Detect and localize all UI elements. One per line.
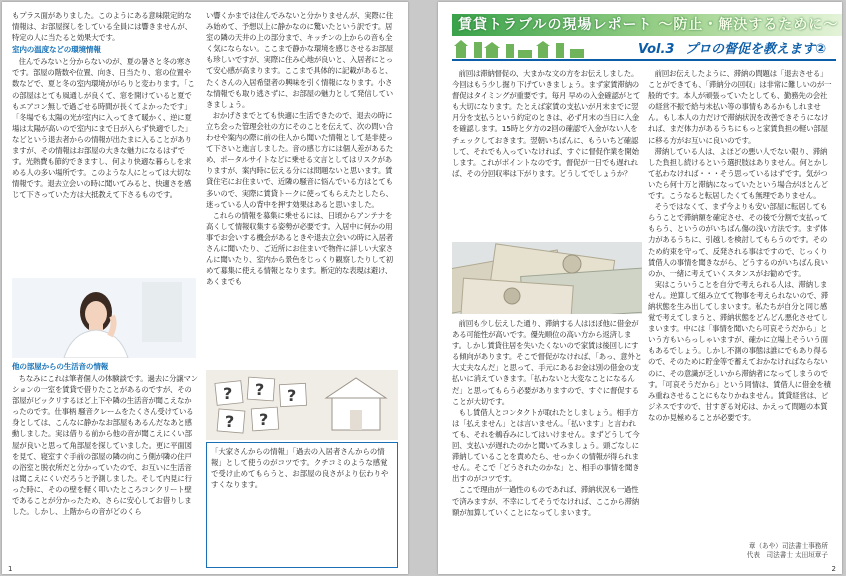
volume-number: Vol.3 xyxy=(637,42,675,57)
house-question-illustration xyxy=(206,370,398,440)
col2-body-a: い響くかまでは住んでみないと分かりませんが、実際に住み始めて、予想以上に静かなのに驚いたという訳です。居室の隣の天井の上の部分まで、キッチンの上からの音も全く気にならない。ここまで静かな環境を感じさせるお部屋も珍しいですが、実際に住み心地が良いと、入居者にとって安心感が高まります。ここまで具体的に記載があると、たくさんの入居希望者の興味を引く情報になります。小さな情報でも取り逃さずに、お部屋の魅力として発信していきましょう。 xyxy=(206,11,393,109)
col2-body-b: おかげさまでとても快適に生活できたので、退去の時に立ち会った管理会社の方にそのことを伝えて、次の問い合わせや案内の際に前の住人から聞いた情報として是非使って下さいと進言しました。音の感じ方には個人差があるため、ポータルサイトなどに乗せる文言としてはリスクがありますが、案内時に伝える分には問題ないと思います。賃貸住宅にお住まいで、近隣の騒音に悩んでいる方はとても多いので、実際に賃貸トークに使ってもらえたとしたら、迷っている人の背中を押す効果はあると思いました。 xyxy=(206,110,393,209)
volume-title: プロの督促を教えます② xyxy=(684,42,826,57)
left-column-1-lower xyxy=(12,360,198,568)
svg-text:?: ? xyxy=(255,380,265,399)
section-heading-room-temperature: 室内の温度などの環境情報 xyxy=(12,45,101,55)
money-photo xyxy=(452,242,642,314)
svg-text:?: ? xyxy=(287,386,297,405)
footer-representative: 代表 司法書士 太田垣章子 xyxy=(746,551,828,559)
left-column-2 xyxy=(206,10,398,366)
footer-office: 章（あや）司法書士事務所 xyxy=(748,542,828,550)
town-skyline-icon xyxy=(452,38,632,58)
woman-illustration xyxy=(12,278,196,358)
author-footer xyxy=(747,542,828,560)
page-number-right: 2 xyxy=(831,565,836,573)
right-column-1-lower xyxy=(452,318,642,566)
report-header xyxy=(452,12,839,64)
section-heading-noise: 他の部屋からの生活音の情報 xyxy=(12,362,109,371)
right-col1-body-b: 前回も少し伝えした通り、滞納する人はほぼ他に借金がある可能性が高いです。優先順位の高い方から返済します。しかし賃貸住居を失いたくないので家賃は後回しにする傾向があります。そこで督促がなければ、「あっ、意外と大丈夫なんだ」と思って、手元にあるお金は別の借金の支払いに消えていきます。「払わないと大変なことになるんだ」と思ってもらう必要がありますので、すぐに督促することが大切です。 xyxy=(452,319,642,406)
section-body-noise: ちなみにこれは筆者個人の体験談です。過去に分譲マンションの一室を賃貸で借りたことがあるのですが、その部屋がビックリするほど上下や隣の生活音が聞こえなかったのです。仕事柄 騒音クレームをたくさん受けている身としては、こんなに静かなお部屋もあるんだなあと感動しました。実は借りる前から他の音が聞こえにくい部屋が良いと思って角部屋を探していました。更に平面図を見て、寝室すぐ手前の部屋の隣の向こう側が隣の住戸の浴室と脱衣所だと分かっていたので、お互いに生活音は聞こえにくいだろうと予測しました。そして内見に行った時に、そのの壁を軽く叩いたところコンクリート壁であることが分かったため、さらに安心してお借りしました。しかし、上階からの音がどのくら xyxy=(12,374,198,517)
page-number-left: 1 xyxy=(8,565,13,573)
svg-text:?: ? xyxy=(259,410,269,429)
right-col2-body-d: 実はこういうことを自分で考えられる人は、滞納しません。逆算して組み立てて物事を考えられないので、滞納状態を生み出してしまいます。私たちが自分と同じ感覚で考えてしまうと、滞納状態をどんどん悪化させてしまいます。中には「事情を聞いたら可哀そうだから」という方もいらっしゃいますが、確かに立場上そういう面もあるでしょう。しかし不測の事態は誰にでもあり得るので、そのために貯金等で蓄えておかなければならないのに、その意識が乏しいから滞納者になってしまうのです。「可哀そうだから」という同情は、賃借人に借金を積み重ねさせることにもなりかねません。賃貸経営は、ビジネスですので、甘すぎる対応は、かえって問題の本質なのか見極めることが必要です。 xyxy=(648,279,831,422)
right-page xyxy=(438,2,842,574)
svg-text:?: ? xyxy=(225,412,235,431)
col2-body-c: これらの情報を募集に乗せるには、日頃からアンテナを高くして情報収集する姿勢が必要です。入居中に何かの用事でお会いする機会があるときや退去立会いの時に入居者さんに聞いたり、ご近所にお住まいで物件に詳しい大家さんに聞いたり、室内から景色をじっくり観察したりして初めて募集に使える情報となります。断定的な表現は避け、あくまでも xyxy=(206,210,393,287)
right-col2-body-a: 前回お伝えしたように、滞納の問題は「退去させる」ことができても、「滞納分の回収」は非常に難しいのが一般的です。本人が頑張っていたとしても、勤務先の会社の経営不振で給与未払い等の事情もあるかもしれません。もし本人の力だけで滞納状況を改善できそうになければ、まだ体力があるうちにもっと家賃負担の軽い部屋に移る方がお互いに良いのです。 xyxy=(648,69,832,145)
section-body-room-temperature: 住んでみないと分からないのが、夏の暑さと冬の寒さです。部屋の階数や位置、向き、日当たり、窓の位置や数などで、夏と冬の室内環境ががらりと変わります。「この部屋はとても風通しが良くて、窓を開けていると夏でもエアコン無しで過ごせる時間が長くてよかったです」「冬場でも太陽の光が室内に入ってきて暖かく、逆に夏場は太陽が高いので室内にまで日が入らず快適でした」などという退去者からの情報が出たまに入ることがありますが、その情報はお部屋の大きな魅力になるはずです。光熱費も節約できますし、何より快適な暮らしを求める人の多い場所です。このような人にとっては大切な情報です。退去立会いの時に聞いてみると、快適さを感じて下さっていた方は大抵教えて下さるものです。 xyxy=(12,57,195,200)
house-question-photo xyxy=(206,370,398,440)
right-column-1 xyxy=(452,68,642,238)
header-title: 賃貸トラブルの現場レポート xyxy=(458,17,653,33)
right-col1-body-c: もし賃借人とコンタクトが取れたとしましょう。相手方は「払えません」とは言いません。「払います」と言われても、それを鵜呑みにしてはいけません。まずどうして今回、支払いが遅れたのかと聞いてみましょう。頭ごなしに滞納していることを責めたら、せっかくの情報が得られません。そこで「どうされたのかな」と、相手の事情を聞き出すのがコツです。 xyxy=(452,407,640,484)
intro-text: もプラス面がありました。このようにある意味限定的な情報は、お部屋探しをしている全員には響きませんが、特定の人に当たると効果大です。 xyxy=(12,11,192,43)
header-volume xyxy=(638,38,826,57)
woman-smiling-photo xyxy=(12,278,196,358)
right-col2-body-b: 滞納している人は、よほどの悪い人でない限り、滞納した負担し続けるという選択肢はありません。何とかして払わなければ・・・そう思っているはずです。気がついたら何十万と滞納になっていたという場合がほとんどです。こうなると転居したくても無理でありません。 xyxy=(648,146,829,201)
header-subtitle: ～防止・解決するために～ xyxy=(658,17,839,33)
right-column-2 xyxy=(648,68,832,540)
right-col2-body-c: そうではなくて、まず今よりも安い部屋に転居してもらうことで滞納額を確定させ、その後で分割で支払ってもらう、というのがいちばん傷の浅い方法です。まず体力があるうちに、引越しを検討してもらうのです。そのため約束を守って、反発される事はですので、じっくり賃借人の事情を聞きながら、どうするのがいちばん良いのか、一緒に考えていくスタンスがお勧めです。 xyxy=(648,202,828,278)
header-title-bar xyxy=(452,14,842,36)
left-page xyxy=(2,2,408,574)
tip-box: 「大家さんからの情報」「過去の入居者さんからの情報」として使うのがコツです。クチコミのような感覚で受け止めてもらうと、お部屋の良さがより伝わりやすくなります。 xyxy=(206,442,398,568)
header-underline xyxy=(452,59,836,61)
right-col1-body-d: ここで理由が一過性のものであれば、滞納状況も一過性で済みますが、不幸にしてそうでなければ、ここから滞納額が加算していくことになってしまいます。 xyxy=(452,485,639,517)
left-column-1 xyxy=(12,10,198,272)
banknotes-illustration xyxy=(452,242,642,314)
right-col1-body-a: 前回は滞納督促の、大まかな文の方をお伝えしました。今回はもう少し掘り下げていきましょう。まず家賃滞納の督促はタイミングが重要です。毎月 早めの入金確認がとても大切になります。たとえば家賃の支払いが月末までに翌月分を支払うという約定のときは、必ず月末の当日に入金を確認します。15時と夕方の2回の確認で入金がない人をチェックしておきます。翌朝いちばんに、もういちど確認して、それでも入っていなければ、すぐに督促作業を開始します。これがポイントなのです。督促が一日でも遅れれば、その分回収率は下がります。どうしてでしょうか？ xyxy=(452,69,641,178)
svg-text:?: ? xyxy=(223,384,233,403)
